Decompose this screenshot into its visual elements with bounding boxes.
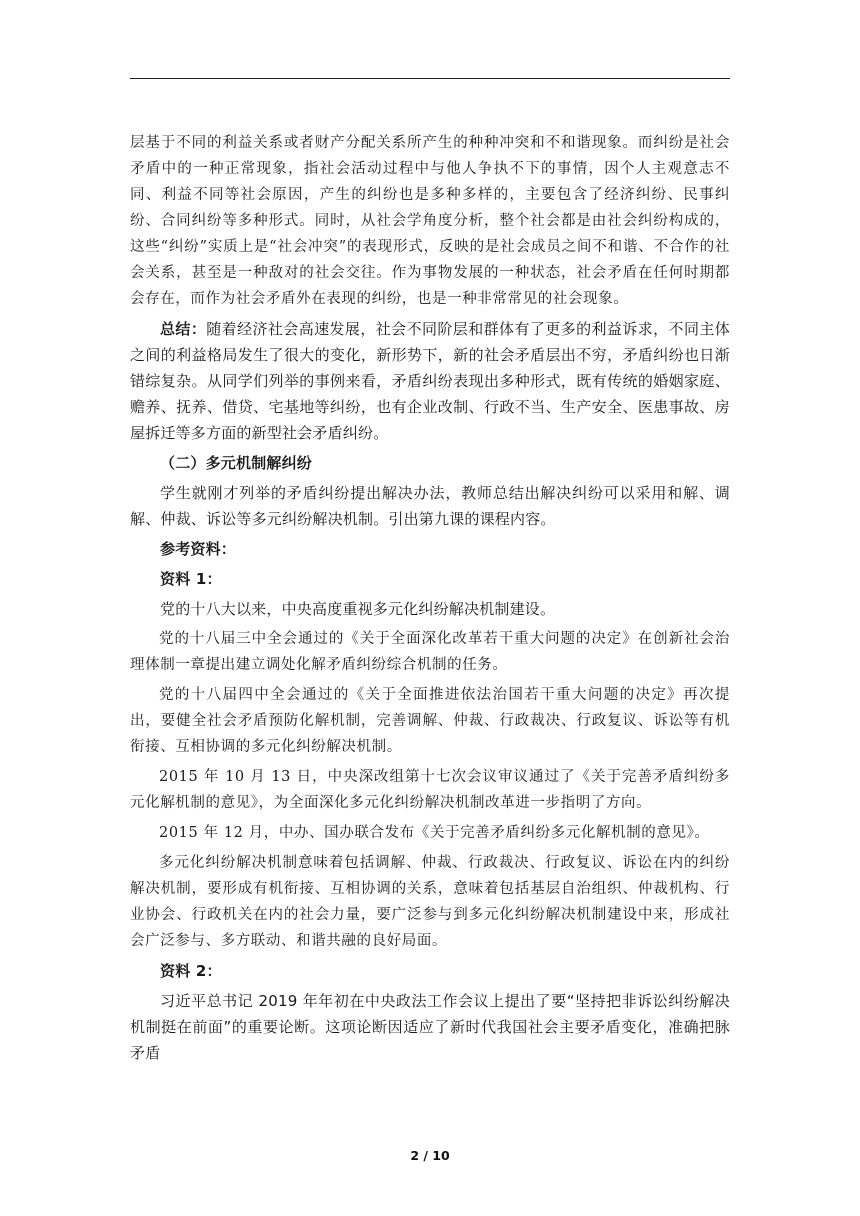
- paragraph-text: 党的十八届四中全会通过的《关于全面推进依法治国若干重大问题的决定》再次提出，要健全社会矛盾预防化解机制，完善调解、仲裁、行政裁决、行政复议、诉讼等有机衔接、互相协调的多元化纠纷解决机制。: [130, 687, 730, 755]
- paragraph: [130, 850, 730, 954]
- paragraph-text: 学生就刚才列举的矛盾纠纷提出解决办法，教师总结出解决纠纷可以采用和解、调解、仲裁、诉讼等多元纠纷解决机制。引出第九课的课程内容。: [130, 484, 730, 528]
- material-2-heading: [130, 958, 730, 984]
- material-2-label: 资料 2：: [160, 962, 222, 980]
- page-number: 2 / 10: [410, 1148, 450, 1163]
- paragraph-text: 多元化纠纷解决机制意味着包括调解、仲裁、行政裁决、行政复议、诉讼在内的纠纷解决机制，要形成有机衔接、互相协调的关系，意味着包括基层自治组织、仲裁机构、行业协会、行政机关在内的社会力量，要广泛参与到多元化纠纷解决机制建设中来，形成社会广泛参与、多方联动、和谐共融的良好局面。: [130, 855, 730, 949]
- paragraph-continuation: [130, 130, 730, 312]
- paragraph-text: 2015 年 10 月 13 日，中央深改组第十七次会议审议通过了《关于完善矛盾纠纷多元化解机制的意见》，为全面深化多元化纠纷解决机制改革进一步指明了方向。: [130, 769, 730, 811]
- paragraph-text: 层基于不同的利益关系或者财产分配关系所产生的种种冲突和不和谐现象。而纠纷是社会矛盾中的一种正常现象，指社会活动过程中与他人争执不下的事情，因个人主观意志不同、利益不同等社会原因，产生的纠纷也是多种多样的，主要包含了经济纠纷、民事纠纷、合同纠纷等多种形式。同时，从社会学角度分析，整个社会都是由社会纠纷构成的，这些“纠纷”实质上是“社会冲突”的表现形式，反映的是社会成员之间不和谐、不合作的社会关系，甚至是一种敌对的社会交往。作为事物发展的一种状态，社会矛盾在任何时期都会存在，而作为社会矛盾外在表现的纠纷，也是一种非常常见的社会现象。: [130, 135, 730, 307]
- summary-label: 总结：: [160, 320, 207, 338]
- paragraph-text: 党的十八大以来，中央高度重视多元化纠纷解决机制建设。: [160, 600, 556, 618]
- paragraph: [130, 682, 730, 760]
- material-1-label: 资料 1：: [160, 570, 222, 588]
- summary-paragraph: [130, 316, 730, 446]
- section-heading-text: （二）多元机制解纠纷: [160, 454, 313, 472]
- paragraph: [130, 820, 730, 846]
- paragraph-text: 习近平总书记 2019 年年初在中央政法工作会议上提出了要“坚持把非诉讼纠纷解决机制挺在前面”的重要论断。这项论断因适应了新时代我国社会主要矛盾变化，准确把脉矛盾: [130, 992, 730, 1062]
- paragraph: [130, 764, 730, 816]
- section-heading: [130, 450, 730, 476]
- document-body: [130, 130, 730, 1070]
- material-1-heading: [130, 566, 730, 592]
- paragraph-text: 随着经济社会高速发展，社会不同阶层和群体有了更多的利益诉求，不同主体之间的利益格局发生了很大的变化，新形势下，新的社会矛盾层出不穷，矛盾纠纷也日渐错综复杂。从同学们列举的事例来看，矛盾纠纷表现出多种形式，既有传统的婚姻家庭、赡养、抚养、借贷、宅基地等纠纷，也有企业改制、行政不当、生产安全、医患事故、房屋拆迁等多方面的新型社会矛盾纠纷。: [130, 320, 730, 442]
- paragraph: [130, 626, 730, 678]
- reference-label: 参考资料：: [160, 540, 237, 558]
- paragraph: [130, 988, 730, 1066]
- reference-heading: [130, 536, 730, 562]
- paragraph-text: 党的十八届三中全会通过的《关于全面深化改革若干重大问题的决定》在创新社会治理体制一章提出建立调处化解矛盾纠纷综合机制的任务。: [130, 631, 730, 673]
- header-rule: [130, 78, 730, 79]
- paragraph: [130, 480, 730, 532]
- paragraph-text: 2015 年 12 月，中办、国办联合发布《关于完善矛盾纠纷多元化解机制的意见》。: [159, 825, 710, 841]
- paragraph: [130, 596, 730, 622]
